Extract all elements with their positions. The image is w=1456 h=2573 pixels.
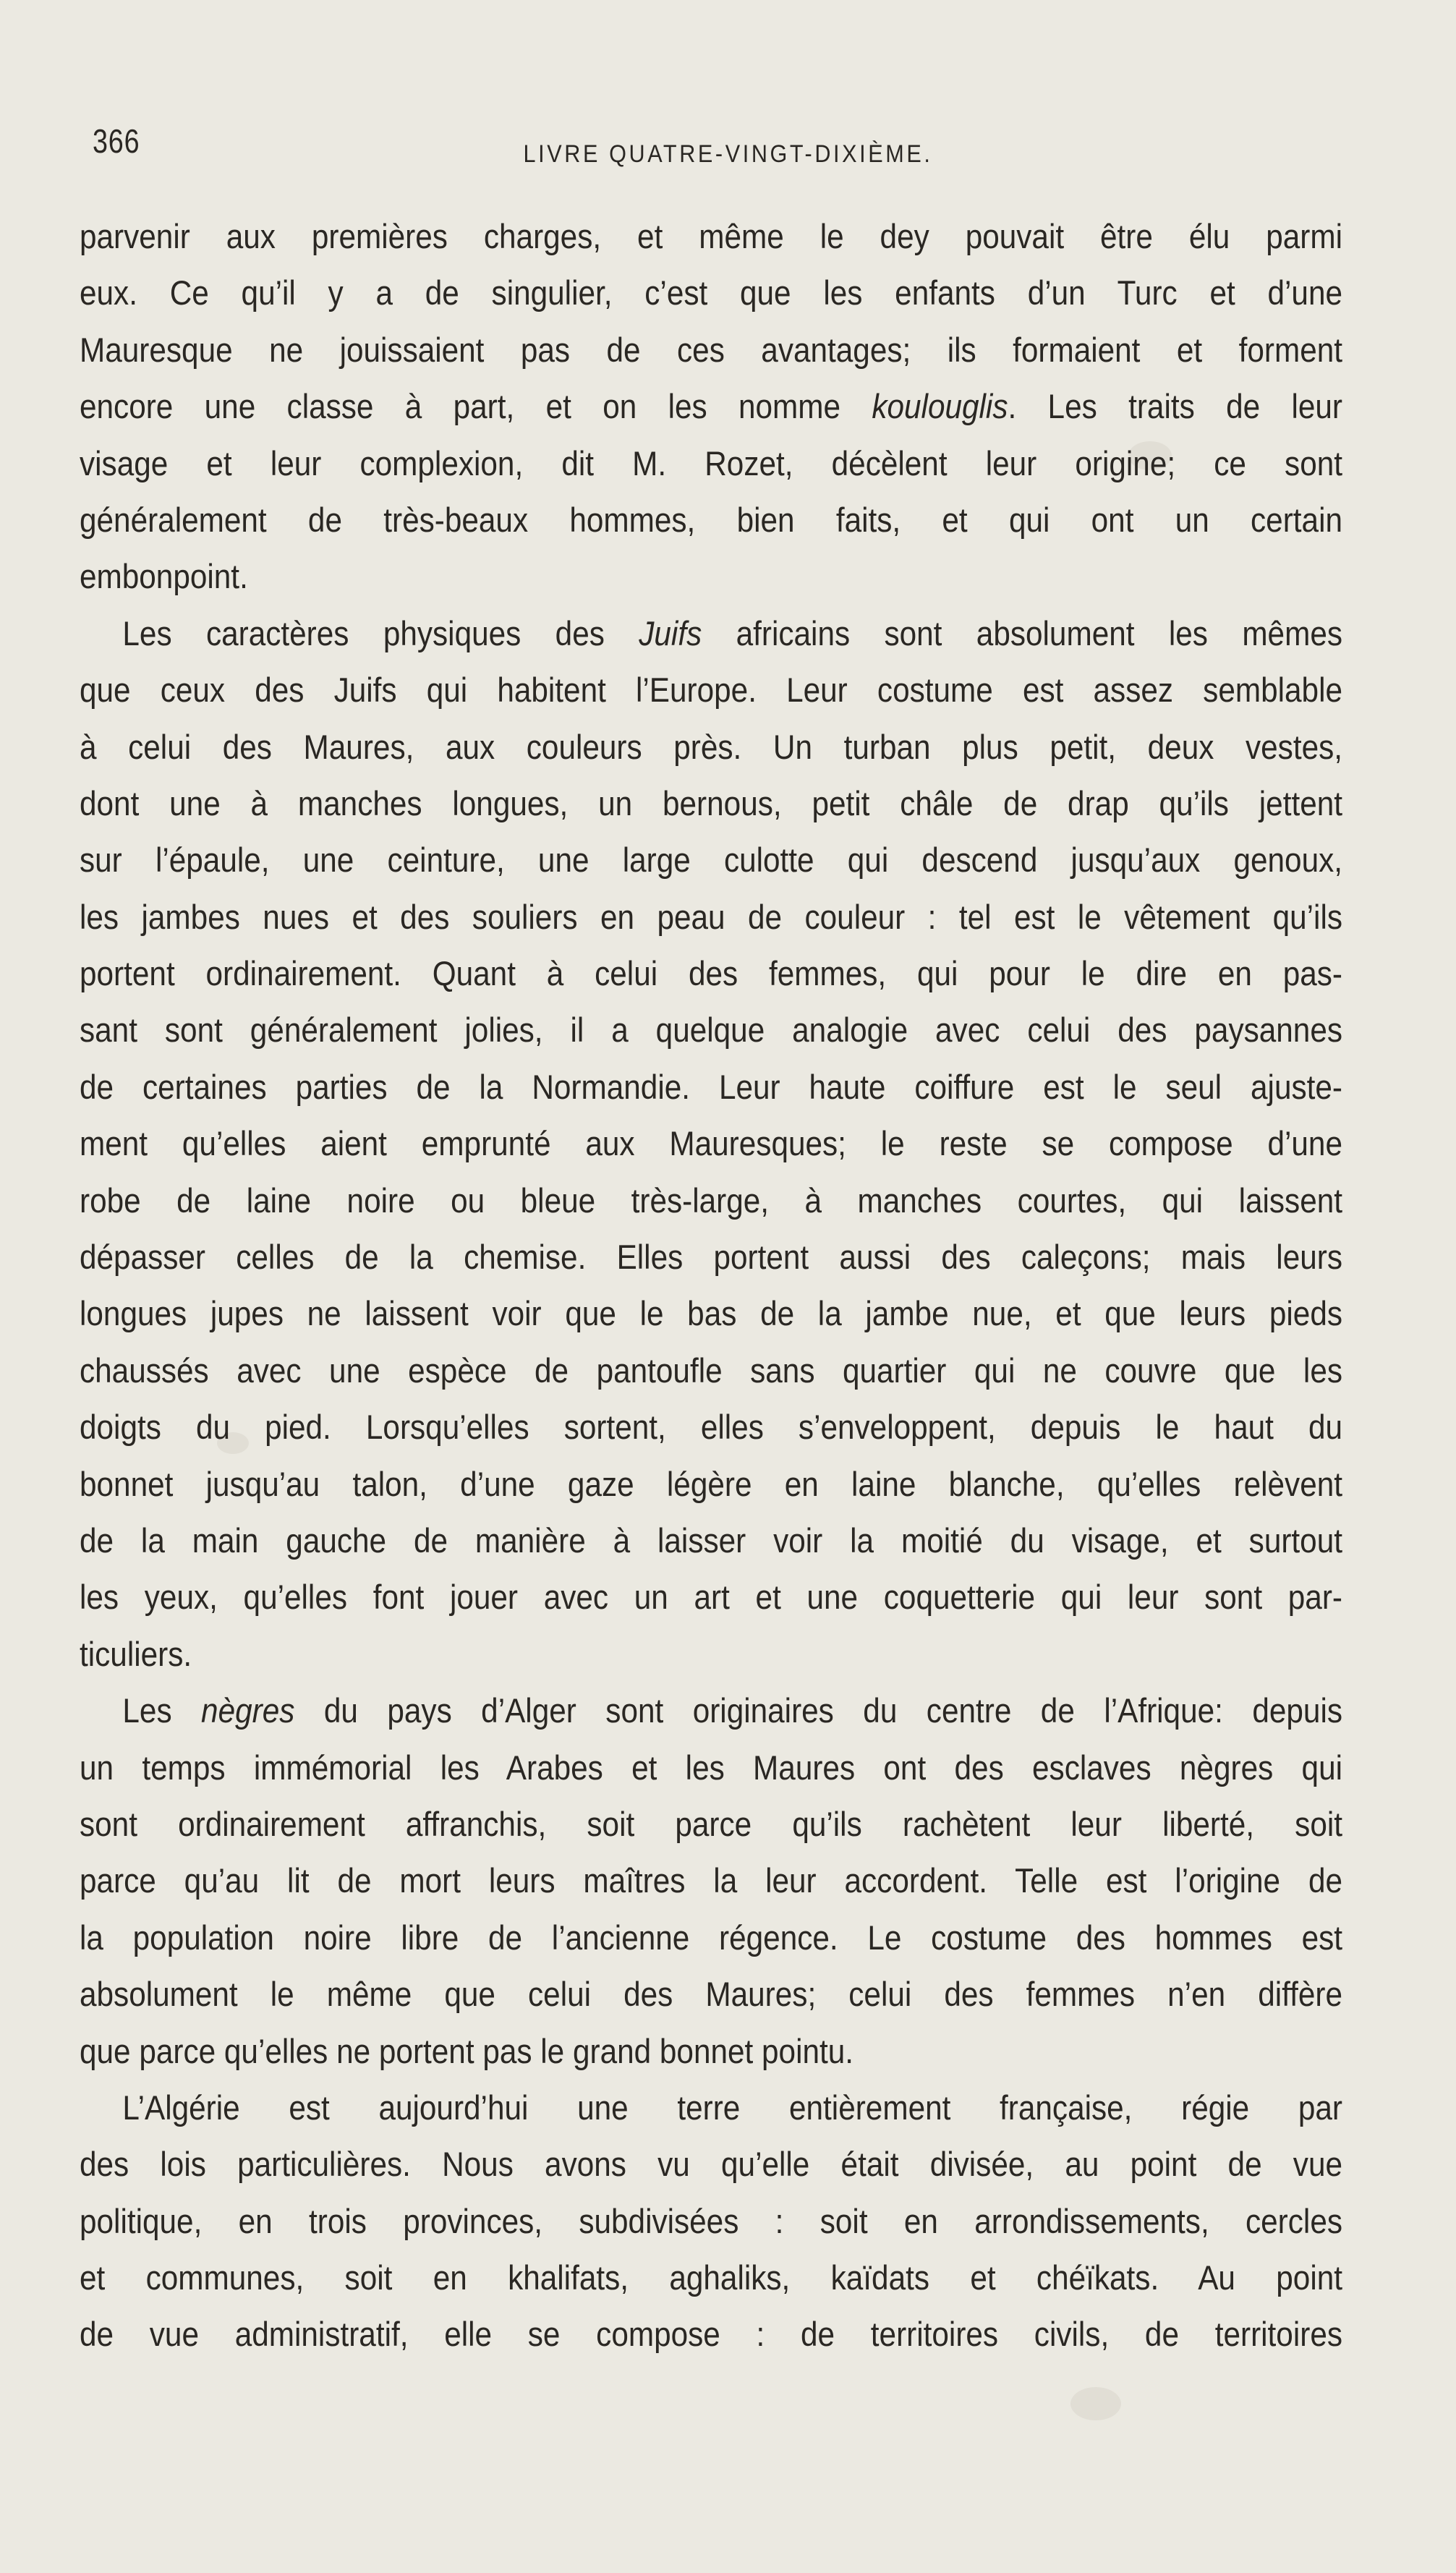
text-line: ticuliers. [80,1634,192,1673]
text-line [80,605,1342,662]
text-segment: encore une classe à part, et on les nomme [80,387,872,426]
text-line: portent ordinairement. Quant à celui des femmes, qui pour le dire en pas- [80,954,1342,993]
text-line: sont ordinairement affranchis, soit parce qu’ils rachètent leur liberté, soit [80,1804,1342,1843]
text-segment: Les caractères physiques des [122,613,639,652]
text-line: parce qu’au lit de mort leurs maîtres la leur accordent. Telle est l’origine de [80,1861,1342,1900]
text-line: et communes, soit en khalifats, aghaliks, kaïdats et chéïkats. Au point [80,2258,1342,2297]
text-line [80,1683,1342,1739]
body-text [80,208,1342,2363]
italic-term: nègres [201,1691,295,1730]
italic-term: koulouglis [872,387,1008,426]
page-number: 366 [93,122,140,160]
text-line: dont une à manches longues, un bernous, petit châle de drap qu’ils jettent [80,783,1342,822]
text-line: des lois particulières. Nous avons vu qu’elle était divisée, au point de vue [80,2145,1342,2184]
text-line: longues jupes ne laissent voir que le bas de la jambe nue, et que leurs pieds [80,1294,1342,1333]
text-line: les yeux, qu’elles font jouer avec un art et une coquetterie qui leur sont par- [80,1578,1342,1617]
text-line: que ceux des Juifs qui habitent l’Europe. Leur costume est assez semblable [80,671,1342,710]
text-line: bonnet jusqu’au talon, d’une gaze légère en laine blanche, qu’elles relèvent [80,1464,1342,1503]
text-line: embonpoint. [80,557,248,596]
text-line: dépasser celles de la chemise. Elles portent aussi des caleçons; mais leurs [80,1238,1342,1277]
text-line: que parce qu’elles ne portent pas le grand bonnet pointu. [80,2031,854,2070]
text-line: Mauresque ne jouissaient pas de ces avantages; ils formaient et forment [80,330,1342,369]
text-line: généralement de très-beaux hommes, bien faits, et qui ont un certain [80,500,1342,539]
text-line: politique, en trois provinces, subdivisées : soit en arrondissements, cercles [80,2201,1342,2240]
text-line: doigts du pied. Lorsqu’elles sortent, elles s’enveloppent, depuis le haut du [80,1408,1342,1447]
text-line: visage et leur complexion, dit M. Rozet, décèlent leur origine; ce sont [80,443,1342,482]
text-line: de certaines parties de la Normandie. Leur haute coiffure est le seul ajuste- [80,1067,1342,1106]
text-line: eux. Ce qu’il y a de singulier, c’est que les enfants d’un Turc et d’une [80,273,1342,312]
text-line: parvenir aux premières charges, et même le dey pouvait être élu parmi [80,217,1342,255]
text-line: absolument le même que celui des Maures; celui des femmes n’en diffère [80,1975,1342,2014]
text-line: les jambes nues et des souliers en peau de couleur : tel est le vêtement qu’ils [80,897,1342,936]
text-line: de la main gauche de manière à laisser voir la moitié du visage, et surtout [80,1521,1342,1560]
text-line: à celui des Maures, aux couleurs près. Un turban plus petit, deux vestes, [80,727,1342,766]
text-line: la population noire libre de l’ancienne régence. Le costume des hommes est [80,1918,1342,1957]
text-line: de vue administratif, elle se compose : de territoires civils, de territoires [80,2315,1342,2354]
text-line: ment qu’elles aient emprunté aux Mauresques; le reste se compose d’une [80,1124,1342,1163]
italic-term: Juifs [639,613,702,652]
text-line: un temps immémorial les Arabes et les Maures ont des esclaves nègres qui [80,1748,1342,1787]
text-segment: africains sont absolument les mêmes [702,613,1342,652]
running-title: LIVRE QUATRE-VINGT-DIXIÈME. [523,140,933,168]
text-line: sur l’épaule, une ceinture, une large culotte qui descend jusqu’aux genoux, [80,841,1342,880]
text-line: sant sont généralement jolies, il a quelque analogie avec celui des paysannes [80,1011,1342,1050]
text-line: robe de laine noire ou bleue très-large, à manches courtes, qui laissent [80,1181,1342,1220]
text-line: L’Algérie est aujourd’hui une terre entièrement française, régie par [122,2088,1342,2127]
text-line: chaussés avec une espèce de pantoufle sans quartier qui ne couvre que les [80,1351,1342,1390]
text-segment: . Les traits de leur [1008,387,1342,426]
text-segment: Les [122,1691,202,1730]
text-line [80,378,1342,435]
text-segment: du pays d’Alger sont originaires du centre de l’Afrique: depuis [294,1691,1342,1730]
